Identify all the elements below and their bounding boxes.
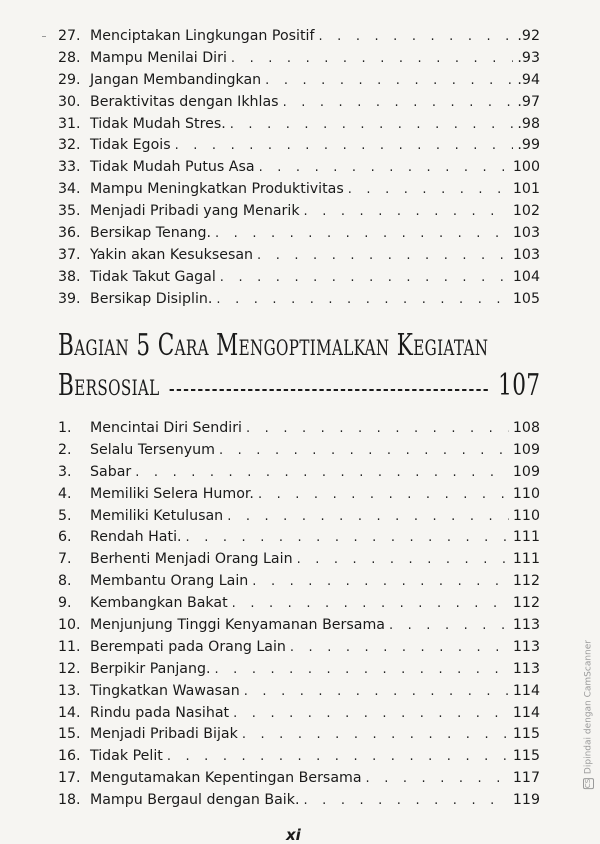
entry-number: 28. bbox=[58, 49, 81, 66]
entry-page-number: 104 bbox=[512, 268, 540, 285]
entry-number: 34. bbox=[58, 181, 81, 198]
dot-leader bbox=[348, 179, 509, 201]
entry-title: Mencintai Diri Sendiri bbox=[90, 420, 243, 436]
entry-number: 33. bbox=[58, 159, 81, 176]
dot-leader bbox=[303, 790, 508, 812]
entry-page-number: .94 bbox=[517, 71, 540, 88]
toc-entry bbox=[58, 724, 540, 746]
entry-title: Mampu Bergaul dengan Baik. bbox=[90, 792, 300, 809]
toc-entry bbox=[58, 593, 540, 615]
dot-leader bbox=[216, 289, 509, 311]
entry-title: Rindu pada Nasihat bbox=[90, 704, 230, 721]
dot-leader bbox=[232, 593, 509, 615]
entry-number: 1. bbox=[58, 420, 72, 436]
dot-leader bbox=[389, 615, 509, 637]
entry-title: Jangan Membandingkan bbox=[90, 71, 262, 88]
entry-page-number: .92 bbox=[517, 28, 540, 44]
entry-title: Menjadi Pribadi yang Menarik bbox=[90, 203, 300, 220]
entry-title: Bersikap Disiplin. bbox=[90, 290, 213, 307]
entry-title: Berempati pada Orang Lain bbox=[90, 638, 286, 655]
entry-title: Berpikir Panjang. bbox=[90, 660, 211, 677]
toc-entry bbox=[58, 681, 540, 703]
dot-leader bbox=[215, 659, 509, 681]
toc-entry bbox=[58, 418, 540, 440]
entry-title: Menjadi Pribadi Bijak bbox=[90, 726, 238, 743]
entry-number: 10. bbox=[58, 617, 81, 634]
dot-leader bbox=[231, 48, 514, 70]
entry-number: 13. bbox=[58, 682, 81, 699]
entry-number: 35. bbox=[58, 203, 81, 220]
entry-number: 15. bbox=[58, 726, 81, 743]
entry-number: 36. bbox=[58, 225, 81, 242]
page-folio: xi bbox=[286, 826, 301, 844]
entry-page-number: 105 bbox=[512, 290, 540, 307]
entry-title: Memiliki Selera Humor. bbox=[90, 485, 254, 502]
entry-page-number: 109 bbox=[512, 463, 540, 480]
dot-leader bbox=[167, 746, 509, 768]
toc-entry bbox=[58, 484, 540, 506]
dot-leader bbox=[244, 681, 509, 703]
entry-title: Memiliki Ketulusan bbox=[90, 507, 224, 524]
entry-page-number: 109 bbox=[512, 441, 540, 458]
toc-entry bbox=[58, 746, 540, 768]
section-page-number: 107 bbox=[498, 368, 541, 403]
toc-entry bbox=[58, 135, 540, 157]
entry-page-number: 101 bbox=[512, 181, 540, 198]
toc-entry bbox=[58, 637, 540, 659]
dot-leader bbox=[283, 92, 514, 114]
toc-entry bbox=[58, 179, 540, 201]
entry-page-number: 115 bbox=[512, 726, 540, 743]
entry-number: 12. bbox=[58, 660, 81, 677]
entry-title: Bersikap Tenang. bbox=[90, 225, 211, 242]
toc-entry bbox=[58, 201, 540, 223]
dot-leader bbox=[242, 724, 509, 746]
toc-list-part-4 bbox=[58, 26, 540, 311]
toc-entry bbox=[58, 70, 540, 92]
entry-page-number: 113 bbox=[512, 660, 540, 677]
entry-number: 14. bbox=[58, 704, 81, 721]
entry-number: 18. bbox=[58, 792, 81, 809]
toc-entry bbox=[58, 440, 540, 462]
entry-page-number: 119 bbox=[512, 792, 540, 809]
entry-page-number: 111 bbox=[512, 529, 540, 546]
entry-title: Tidak Takut Gagal bbox=[90, 268, 216, 285]
dot-leader bbox=[230, 114, 514, 136]
entry-title: Tidak Mudah Stres. bbox=[90, 115, 226, 132]
watermark-text: Dipindai dengan CamScanner bbox=[583, 640, 594, 775]
toc-entry bbox=[58, 223, 540, 245]
toc-entry bbox=[58, 703, 540, 725]
entry-number: 5. bbox=[58, 507, 72, 524]
entry-number: 8. bbox=[58, 573, 72, 590]
entry-title: Berhenti Menjadi Orang Lain bbox=[90, 551, 293, 568]
entry-title: Selalu Tersenyum bbox=[90, 441, 215, 458]
toc-entry bbox=[58, 506, 540, 528]
dot-leader bbox=[297, 549, 509, 571]
dot-leader bbox=[186, 527, 509, 549]
dot-leader bbox=[265, 70, 513, 92]
toc-entry bbox=[58, 790, 540, 812]
toc-entry bbox=[58, 527, 540, 549]
toc-entry bbox=[58, 615, 540, 637]
toc-entry bbox=[58, 768, 540, 790]
entry-title: Menciptakan Lingkungan Positif bbox=[90, 28, 315, 44]
entry-number: 16. bbox=[58, 748, 81, 765]
dot-leader bbox=[319, 26, 514, 48]
toc-list-part-5 bbox=[58, 418, 540, 812]
entry-number: 39. bbox=[58, 290, 81, 307]
dot-leader bbox=[257, 245, 509, 267]
entry-number: 6. bbox=[58, 529, 72, 546]
section-title-line-2 bbox=[58, 368, 540, 403]
dashed-leader bbox=[170, 389, 488, 391]
cs-logo-icon: CS bbox=[584, 778, 592, 789]
entry-title: Tidak Pelit bbox=[90, 748, 163, 765]
entry-number: 31. bbox=[58, 115, 81, 132]
entry-number: 9. bbox=[58, 595, 72, 612]
dot-leader bbox=[219, 440, 509, 462]
entry-page-number: 114 bbox=[512, 704, 540, 721]
toc-entry bbox=[58, 157, 540, 179]
entry-title: Mengutamakan Kepentingan Bersama bbox=[90, 770, 362, 787]
entry-page-number: .99 bbox=[517, 137, 540, 154]
toc-entry bbox=[58, 245, 540, 267]
toc-entry bbox=[58, 549, 540, 571]
entry-number: 29. bbox=[58, 71, 81, 88]
entry-page-number: 112 bbox=[512, 573, 540, 590]
scan-mark bbox=[42, 36, 46, 37]
entry-title: Kembangkan Bakat bbox=[90, 595, 228, 612]
entry-page-number: 115 bbox=[512, 748, 540, 765]
entry-page-number: 103 bbox=[512, 225, 540, 242]
dot-leader bbox=[252, 571, 509, 593]
entry-number: 2. bbox=[58, 441, 72, 458]
entry-number: 37. bbox=[58, 246, 81, 263]
entry-title: Menjunjung Tinggi Kenyamanan Bersama bbox=[90, 617, 385, 634]
entry-page-number: 113 bbox=[512, 638, 540, 655]
entry-number: 17. bbox=[58, 770, 81, 787]
scanner-watermark bbox=[583, 640, 594, 789]
dot-leader bbox=[233, 703, 509, 725]
entry-page-number: 117 bbox=[512, 770, 540, 787]
entry-page-number: 113 bbox=[512, 617, 540, 634]
entry-page-number: .97 bbox=[517, 93, 540, 110]
entry-title: Tidak Mudah Putus Asa bbox=[90, 159, 255, 176]
dot-leader bbox=[304, 201, 509, 223]
entry-page-number: 100 bbox=[512, 159, 540, 176]
entry-number: 7. bbox=[58, 551, 72, 568]
entry-title: Mampu Meningkatkan Produktivitas bbox=[90, 181, 344, 198]
entry-page-number: 112 bbox=[512, 595, 540, 612]
toc-entry bbox=[58, 659, 540, 681]
dot-leader bbox=[227, 506, 509, 528]
dot-leader bbox=[258, 484, 509, 506]
toc-entry bbox=[58, 48, 540, 70]
entry-title: Yakin akan Kesuksesan bbox=[90, 246, 254, 263]
entry-page-number: 110 bbox=[512, 485, 540, 502]
section-title-line-1: Bagian 5 Cara Mengoptimalkan Kegiatan bbox=[58, 328, 489, 363]
entry-number: 32. bbox=[58, 137, 81, 154]
dot-leader bbox=[246, 418, 509, 440]
toc-entry bbox=[58, 462, 540, 484]
entry-number: 11. bbox=[58, 638, 81, 655]
entry-title: Rendah Hati. bbox=[90, 529, 182, 546]
entry-title: Tingkatkan Wawasan bbox=[90, 682, 240, 699]
dot-leader bbox=[366, 768, 509, 790]
dot-leader bbox=[290, 637, 509, 659]
entry-title: Membantu Orang Lain bbox=[90, 573, 249, 590]
entry-number: 27. bbox=[58, 28, 81, 44]
toc-entry bbox=[58, 26, 540, 48]
entry-page-number: 114 bbox=[512, 682, 540, 699]
entry-number: 4. bbox=[58, 485, 72, 502]
entry-number: 30. bbox=[58, 93, 81, 110]
entry-title: Tidak Egois bbox=[90, 137, 171, 154]
dot-leader bbox=[215, 223, 509, 245]
entry-number: 3. bbox=[58, 463, 72, 480]
entry-page-number: .98 bbox=[517, 115, 540, 132]
dot-leader bbox=[259, 157, 509, 179]
entry-page-number: 102 bbox=[512, 203, 540, 220]
toc-entry bbox=[58, 571, 540, 593]
toc-entry bbox=[58, 114, 540, 136]
dot-leader bbox=[220, 267, 509, 289]
entry-page-number: 103 bbox=[512, 246, 540, 263]
entry-title: Mampu Menilai Diri bbox=[90, 49, 227, 66]
dot-leader bbox=[175, 135, 514, 157]
toc-entry bbox=[58, 267, 540, 289]
section-title-word: Bersosial bbox=[58, 368, 160, 403]
entry-number: 38. bbox=[58, 268, 81, 285]
toc-entry bbox=[58, 289, 540, 311]
entry-title: Sabar bbox=[90, 463, 132, 480]
entry-title: Beraktivitas dengan Ikhlas bbox=[90, 93, 279, 110]
entry-page-number: .93 bbox=[517, 49, 540, 66]
entry-page-number: 111 bbox=[512, 551, 540, 568]
entry-page-number: 108 bbox=[512, 420, 540, 436]
toc-entry bbox=[58, 92, 540, 114]
entry-page-number: 110 bbox=[512, 507, 540, 524]
dot-leader bbox=[135, 462, 509, 484]
